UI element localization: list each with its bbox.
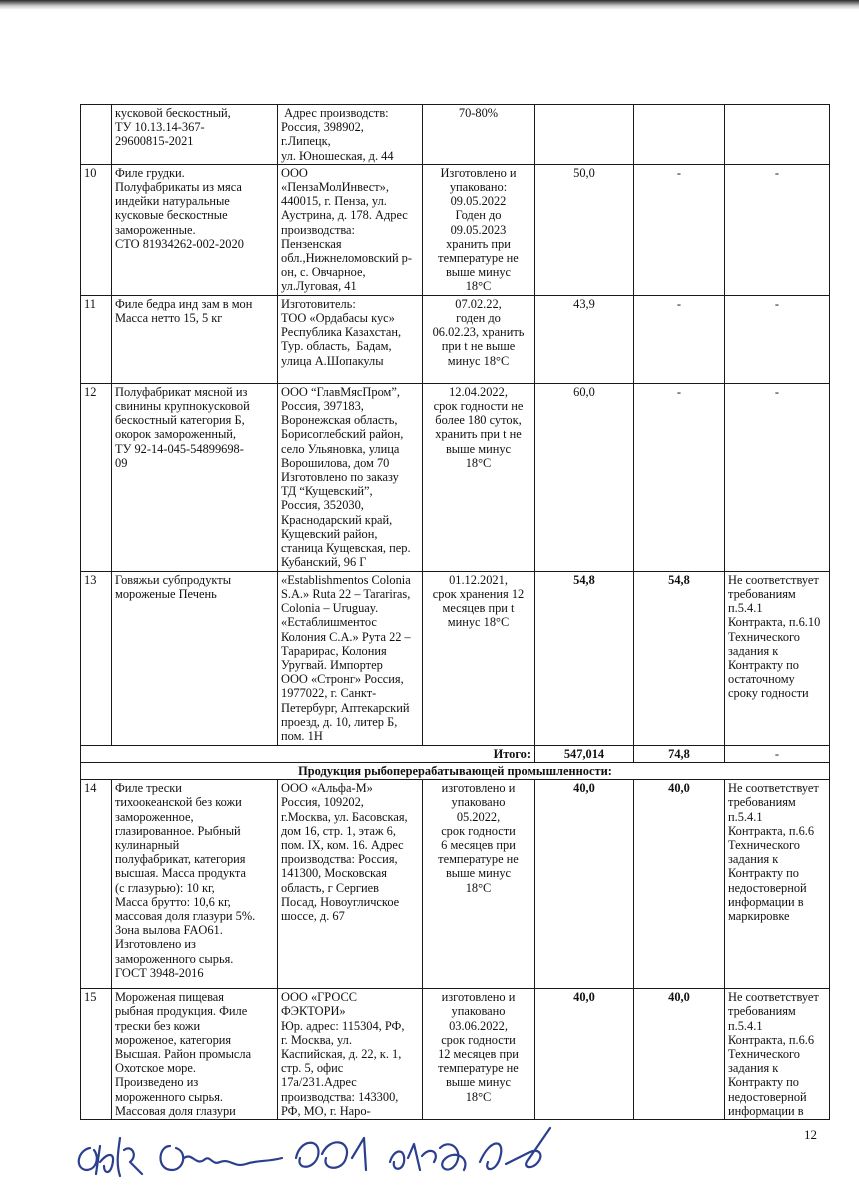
note-cell: Не соответствует требованиям п.5.4.1 Контракта, п.6.6 Технического задания к Контракту по недостоверной информации в маркировке [725, 780, 830, 989]
mass-cell: 43,9 [535, 295, 634, 383]
note-cell: - [725, 164, 830, 295]
total-label: Итого: [81, 745, 535, 762]
noncompliant-mass-cell: 54,8 [634, 571, 725, 745]
noncompliant-mass-cell: 40,0 [634, 989, 725, 1120]
inspection-results-table [80, 104, 830, 1120]
row-number: 15 [81, 989, 112, 1120]
total-row [81, 745, 830, 762]
table-row [81, 164, 830, 295]
row-number: 14 [81, 780, 112, 989]
mass-cell: 40,0 [535, 989, 634, 1120]
production-date-cell: 01.12.2021, срок хранения 12 месяцев при t минус 18°С [423, 571, 535, 745]
note-cell [725, 105, 830, 165]
note-cell: Не соответствует требованиям п.5.4.1 Контракта, п.6.6 Технического задания к Контракту по недостоверной информации в [725, 989, 830, 1120]
table-row [81, 571, 830, 745]
mass-cell: 40,0 [535, 780, 634, 989]
note-cell: - [725, 295, 830, 383]
noncompliant-mass-cell: - [634, 295, 725, 383]
production-date-cell: Изготовлено и упаковано: 09.05.2022 Годен до 09.05.2023 хранить при температуре не выше минус 18°С [423, 164, 535, 295]
noncompliant-mass-cell: - [634, 164, 725, 295]
product-name-cell: кусковой бескостный, ТУ 10.13.14-367- 29600815-2021 [112, 105, 278, 165]
production-date-cell: изготовлено и упаковано 05.2022, срок годности 6 месяцев при температуре не выше минус 18°С [423, 780, 535, 989]
mass-cell: 50,0 [535, 164, 634, 295]
section-header-row [81, 763, 830, 780]
row-number: 13 [81, 571, 112, 745]
product-name-cell: Говяжьи субпродукты мороженые Печень [112, 571, 278, 745]
mass-cell [535, 105, 634, 165]
producer-cell: ООО “ГлавМясПром”, Россия, 397183, Воронежская область, Борисоглебский район, село Ульяновка, улица Ворошилова, дом 70 Изготовлено по заказу ТД “Кущевский”, Россия, 352030, Краснодарский край, Кущевский район, станица Кущевская, пер. Кубанский, 96 Г [278, 383, 423, 571]
table-row [81, 295, 830, 383]
product-name-cell: Мороженая пищевая рыбная продукция. Филе трески без кожи мороженое, категория Высшая. Район промысла Охотское море. Произведено из мороженного сырья. Массовая доля глазури [112, 989, 278, 1120]
producer-cell: Изготовитель: ТОО «Ордабасы кус» Республика Казахстан, Тур. область, Бадам, улица А.Шопакулы [278, 295, 423, 383]
scan-edge-shadow [0, 0, 859, 10]
note-cell: - [725, 383, 830, 571]
noncompliant-mass-cell: - [634, 383, 725, 571]
note-cell: Не соответствует требованиям п.5.4.1 Контракта, п.6.10 Технического задания к Контракту по остаточному сроку годности [725, 571, 830, 745]
producer-cell: «Establishmentos Colonia S.A.» Ruta 22 – Tarariras, Colonia – Uruguay. «Естаблишментос Колония С.А.» Рута 22 – Тарарирас, Колония Уругвай. Импортер ООО «Стронг» Россия, 1977022, г. Санкт- Петербург, Аптекарский проезд, д. 10, литер Б, пом. 1Н [278, 571, 423, 745]
product-name-cell: Филе бедра инд зам в мон Масса нетто 15, 5 кг [112, 295, 278, 383]
table-row [81, 383, 830, 571]
production-date-cell: изготовлено и упаковано 03.06.2022, срок годности 12 месяцев при температуре не выше минус 18°С [423, 989, 535, 1120]
product-name-cell: Филе трески тихоокеанской без кожи замороженное, глазированное. Рыбный кулинарный полуфабрикат, категория высшая. Масса продукта (с глазурью): 10 кг, Масса брутто: 10,6 кг, массовая доля глазури 5%. Зона вылова FAO61. Изготовлено из замороженного сырья. ГОСТ 3948-2016 [112, 780, 278, 989]
row-number: 11 [81, 295, 112, 383]
noncompliant-mass-cell [634, 105, 725, 165]
producer-cell: ООО «ПензаМолИнвест», 440015, г. Пенза, ул. Аустрина, д. 178. Адрес производства: Пензенская обл.,Нижнеломовский р- он, с. Овчарное, ул.Луговая, 41 [278, 164, 423, 295]
noncompliant-mass-cell: 40,0 [634, 780, 725, 989]
producer-cell: ООО «ГРОСС ФЭКТОРИ» Юр. адрес: 115304, РФ, г. Москва, ул. Каспийская, д. 22, к. 1, стр. 5, офис 17а/231.Адрес производства: 143300, РФ, МО, г. Наро- [278, 989, 423, 1120]
handwritten-signatures [60, 1118, 580, 1188]
table-row [81, 780, 830, 989]
mass-cell: 54,8 [535, 571, 634, 745]
mass-cell: 60,0 [535, 383, 634, 571]
total-noncompliant-mass: 74,8 [634, 745, 725, 762]
page-number: 12 [804, 1127, 817, 1142]
table-row [81, 989, 830, 1120]
production-date-cell: 12.04.2022, срок годности не более 180 суток, хранить при t не выше минус 18°С [423, 383, 535, 571]
production-date-cell: 70-80% [423, 105, 535, 165]
row-number [81, 105, 112, 165]
producer-cell: ООО «Альфа-М» Россия, 109202, г.Москва, ул. Басовская, дом 16, стр. 1, этаж 6, пом. IX, ком. 16. Адрес производства: Россия, 141300, Московская область, г Сергиев Посад, Новоугличское шоссе, д. 67 [278, 780, 423, 989]
producer-cell: Адрес производств: Россия, 398902, г.Липецк, ул. Юношеская, д. 44 [278, 105, 423, 165]
total-mass: 547,014 [535, 745, 634, 762]
row-number: 10 [81, 164, 112, 295]
product-name-cell: Полуфабрикат мясной из свинины крупнокусковой бескостный категория Б, окорок замороженный, ТУ 92-14-045-54899698- 09 [112, 383, 278, 571]
section-title: Продукция рыбоперерабатывающей промышленности: [81, 763, 830, 780]
product-name-cell: Филе грудки. Полуфабрикаты из мяса индейки натуральные кусковые бескостные замороженные. СТО 81934262-002-2020 [112, 164, 278, 295]
row-number: 12 [81, 383, 112, 571]
production-date-cell: 07.02.22, годен до 06.02.23, хранить при t не выше минус 18°С [423, 295, 535, 383]
total-note: - [725, 745, 830, 762]
table-row [81, 105, 830, 165]
